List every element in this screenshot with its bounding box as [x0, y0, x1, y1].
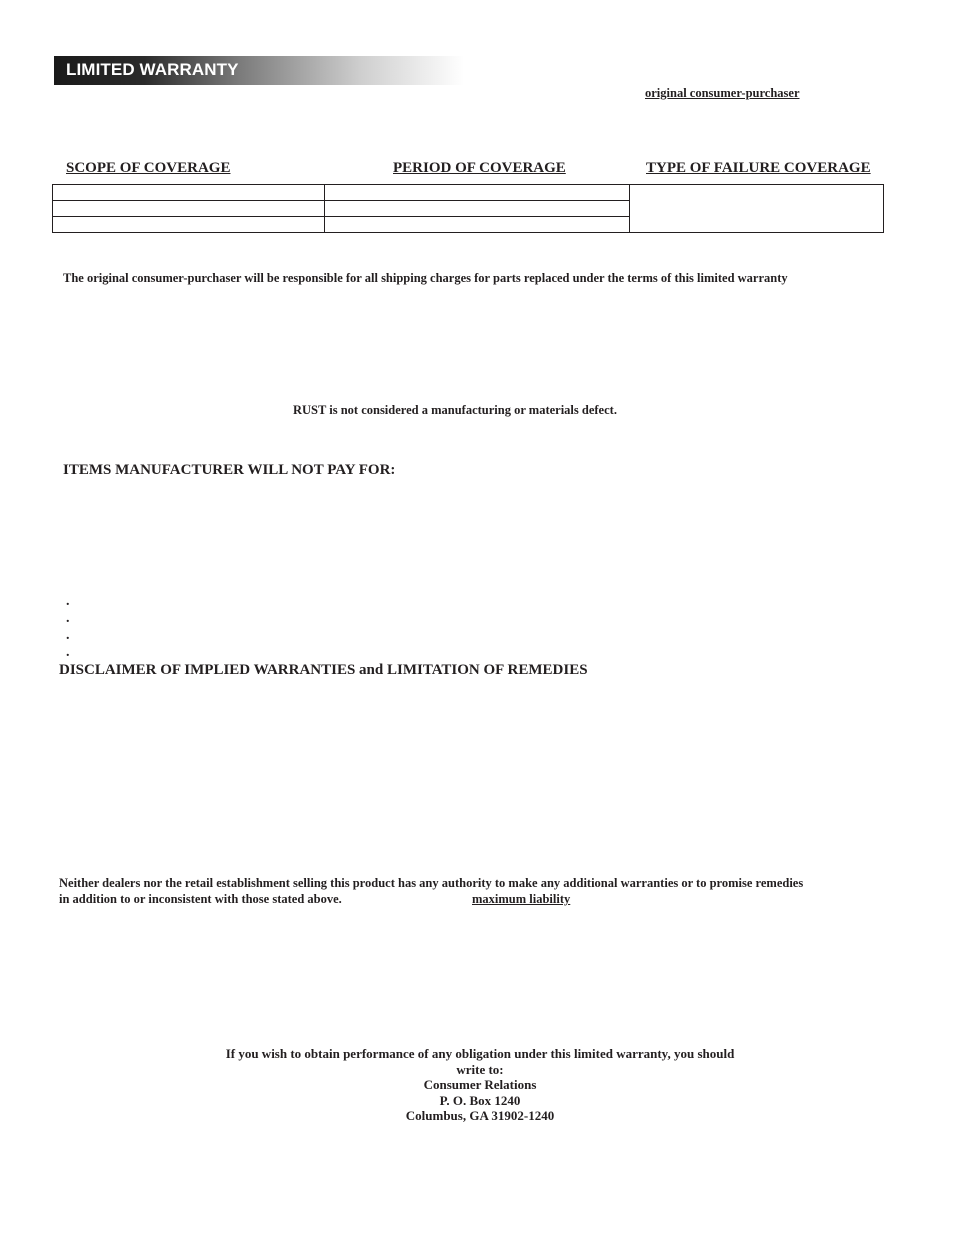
table-divider	[324, 185, 325, 232]
disclaimer-heading: DISCLAIMER OF IMPLIED WARRANTIES and LIMITATION OF REMEDIES	[59, 662, 588, 678]
dealers-note-line-1: Neither dealers nor the retail establishment selling this product has any authority to make any additional warranties or to promise remedies	[59, 876, 804, 890]
contact-po-box: P. O. Box 1240	[439, 1092, 521, 1108]
table-row-divider	[53, 216, 629, 217]
list-item: .	[66, 628, 70, 643]
contact-write-to: write to:	[456, 1061, 504, 1077]
type-of-failure-coverage-header: TYPE OF FAILURE COVERAGE	[646, 160, 871, 176]
table-divider	[629, 185, 630, 232]
maximum-liability-label: maximum liability	[472, 892, 571, 906]
contact-city: Columbus, GA 31902-1240	[405, 1108, 555, 1124]
coverage-table	[52, 184, 884, 233]
contact-instruction: If you wish to obtain performance of any obligation under this limited warranty, you should	[225, 1046, 735, 1061]
list-item: .	[66, 645, 70, 660]
scope-of-coverage-header: SCOPE OF COVERAGE	[66, 160, 231, 176]
table-row-divider	[53, 200, 629, 201]
dealers-note-line-2: in addition to or inconsistent with those stated above.	[59, 892, 342, 906]
period-of-coverage-header: PERIOD OF COVERAGE	[393, 160, 566, 176]
list-item: .	[66, 611, 70, 626]
page-title: LIMITED WARRANTY	[66, 60, 239, 79]
rust-note: RUST is not considered a manufacturing or materials defect.	[293, 403, 617, 417]
list-item: .	[66, 594, 70, 609]
contact-department: Consumer Relations	[423, 1077, 537, 1093]
original-consumer-purchaser-label: original consumer-purchaser	[645, 86, 800, 100]
items-not-covered-heading: ITEMS MANUFACTURER WILL NOT PAY FOR:	[63, 462, 396, 478]
contact-block	[150, 1046, 810, 1124]
shipping-charges-note: The original consumer-purchaser will be responsible for all shipping charges for parts replaced under the terms of this limited warranty	[63, 271, 788, 285]
title-banner	[54, 56, 464, 85]
